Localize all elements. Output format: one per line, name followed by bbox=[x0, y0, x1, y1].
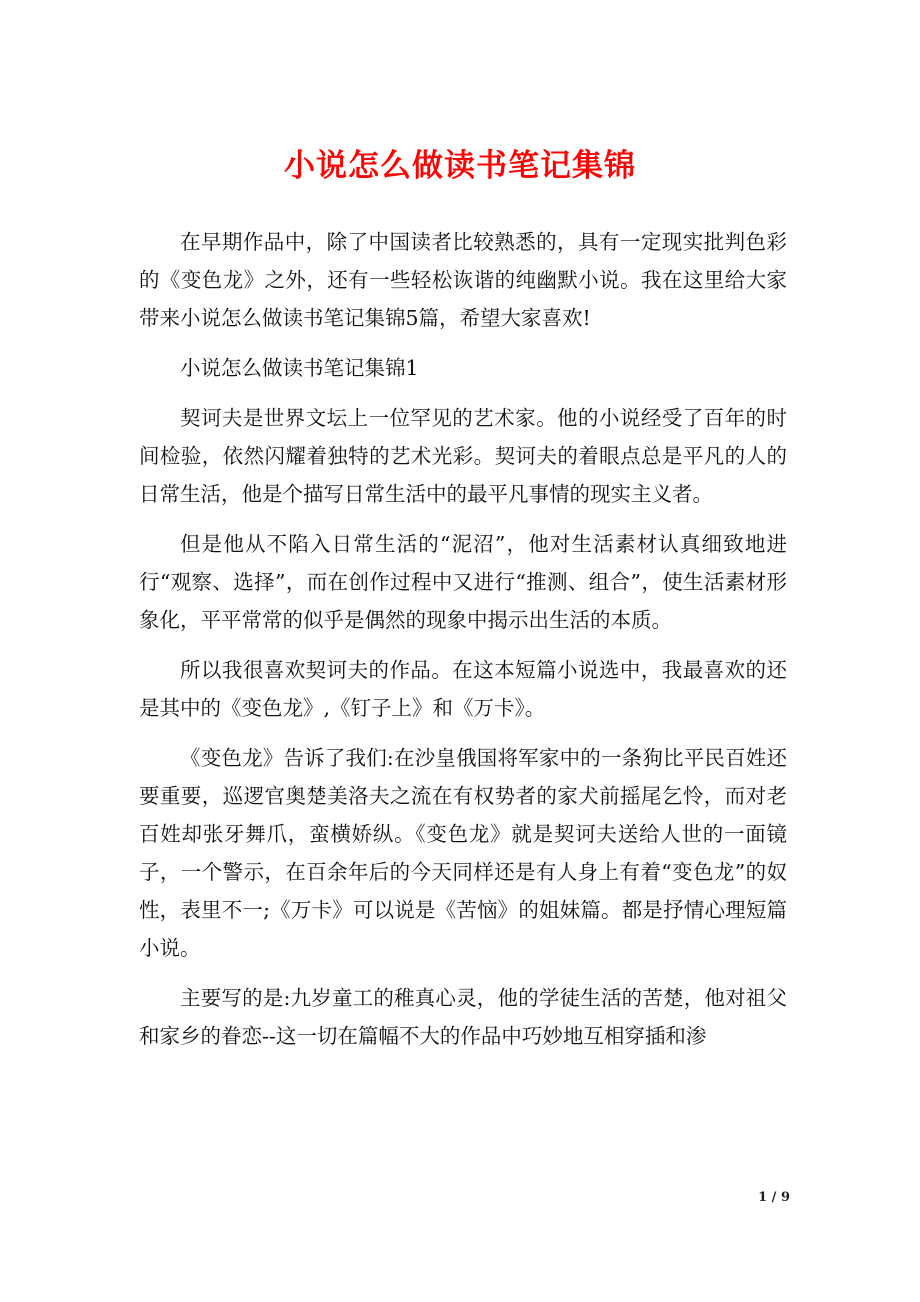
section-heading: 小说怎么做读书笔记集锦1 bbox=[180, 356, 419, 380]
document-body bbox=[139, 223, 787, 1055]
page-number: 1 / 9 bbox=[758, 1190, 790, 1205]
paragraph: 所以我很喜欢契诃夫的作品。在这本短篇小说选中，我最喜欢的还是其中的《变色龙》,《钉子上》和《万卡》。 bbox=[139, 658, 787, 720]
paragraph: 主要写的是:九岁童工的稚真心灵，他的学徒生活的苦楚，他对祖父和家乡的眷恋--这一切在篇幅不大的作品中巧妙地互相穿插和渗 bbox=[139, 986, 787, 1048]
paragraph-intro: 在早期作品中，除了中国读者比较熟悉的，具有一定现实批判色彩的《变色龙》之外，还有一些轻松诙谐的纯幽默小说。我在这里给大家带来小说怎么做读书笔记集锦5篇，希望大家喜欢! bbox=[139, 230, 787, 330]
paragraph: 但是他从不陷入日常生活的“泥沼”，他对生活素材认真细致地进行“观察、选择”，而在创作过程中又进行“推测、组合”，使生活素材形象化，平平常常的似乎是偶然的现象中揭示出生活的本质。 bbox=[139, 532, 787, 632]
paragraph: 契诃夫是世界文坛上一位罕见的艺术家。他的小说经受了百年的时间检验，依然闪耀着独特的艺术光彩。契诃夫的着眼点总是平凡的人的日常生活，他是个描写日常生活中的最平凡事情的现实主义者。 bbox=[139, 406, 787, 506]
paragraph: 《变色龙》告诉了我们:在沙皇俄国将军家中的一条狗比平民百姓还要重要，巡逻官奥楚美洛夫之流在有权势者的家犬前摇尾乞怜，而对老百姓却张牙舞爪，蛮横娇纵。《变色龙》就是契诃夫送给人世的一面镜子，一个警示，在百余年后的今天同样还是有人身上有着“变色龙”的奴性，表里不一;《万卡》可以说是《苦恼》的姐妹篇。都是抒情心理短篇小说。 bbox=[139, 746, 787, 960]
document-title: 小说怎么做读书笔记集锦 bbox=[284, 148, 636, 184]
